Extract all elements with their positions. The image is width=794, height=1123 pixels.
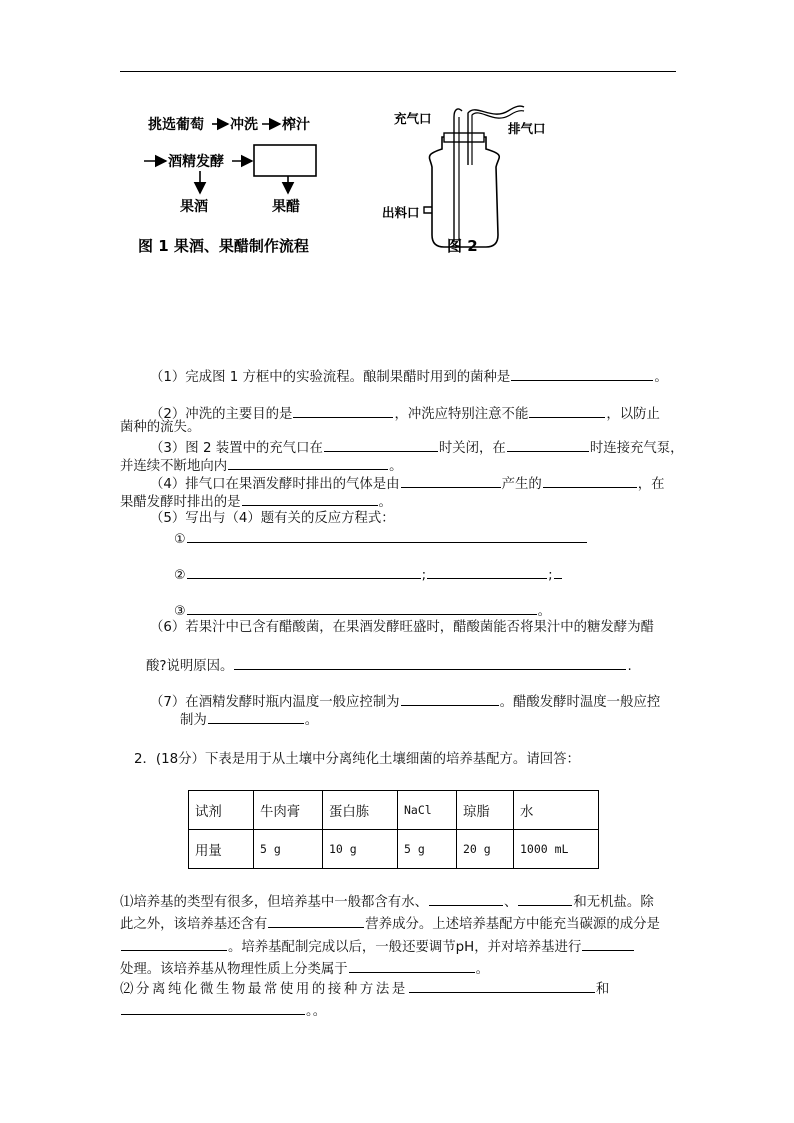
figure-area (120, 95, 680, 275)
flow-step-alcohol-fermentation: 酒精发酵 (168, 154, 224, 170)
q1-line-9: （6）若果汁中已含有醋酸菌，在果酒发酵旺盛时，醋酸菌能否将果汁中的糖发酵为醋 (150, 620, 654, 635)
answer-blank[interactable] (242, 491, 378, 506)
answer-blank[interactable] (187, 564, 421, 579)
q2-line-1: ⑴培养基的类型有很多，但培养基中一般都含有水、 、 和无机盐。除 (120, 891, 654, 912)
table-cell: 用量 (189, 830, 254, 869)
answer-blank[interactable] (429, 891, 503, 906)
table-cell: NaCl (398, 791, 457, 830)
flow-output-fruit-wine: 果酒 (180, 199, 208, 215)
outlet-spout (424, 207, 432, 213)
q2-intro: 2．(18分）下表是用于从土壤中分离纯化土壤细菌的培养基配方。请回答： (134, 752, 580, 767)
label-exhaust-port: 排气口 (508, 121, 546, 136)
answer-blank[interactable] (409, 978, 595, 993)
table-row (189, 830, 599, 869)
media-recipe-table (188, 790, 599, 869)
bottle-outline (429, 137, 499, 247)
q2-line-2: 此之外，该培养基还含有 营养成分。上述培养基配方中能充当碳源的成分是 (120, 913, 660, 934)
flow-output-fruit-vinegar: 果醋 (272, 199, 300, 215)
answer-blank[interactable] (401, 473, 501, 488)
table-cell: 试剂 (189, 791, 254, 830)
equation-1-line: ① (174, 528, 588, 549)
answer-blank[interactable] (511, 366, 653, 381)
q1-line-12: 制为 。 (180, 709, 318, 730)
q2-line-4: 处理。该培养基从物理性质上分类属于 。 (120, 958, 489, 979)
q1-line-7: 果醋发酵时排出的是 。 (120, 491, 392, 512)
answer-blank[interactable] (543, 473, 637, 488)
flow-step-rinse: 冲洗 (230, 117, 258, 133)
header-rule (120, 71, 676, 72)
answer-blank[interactable] (293, 403, 393, 418)
q1-line-1: （1）完成图 1 方框中的实验流程。酿制果醋时用到的菌种是 。 (150, 366, 668, 387)
table-row (189, 791, 599, 830)
inlet-tube (454, 109, 462, 241)
table-cell: 牛肉膏 (254, 791, 323, 830)
flow-step-select-grapes: 挑选葡萄 (148, 117, 204, 133)
q2-line-5: ⑵分离纯化微生物最常使用的接种方法是 和 (120, 978, 612, 999)
bottle-stopper (444, 133, 484, 142)
answer-blank[interactable] (208, 709, 304, 724)
fermentation-bottle-figure-2 (382, 106, 546, 255)
q1-line-4: （3）图 2 装置中的充气口在 时关闭，在 时连接充气泵， (150, 437, 684, 458)
q2-line-6: 。。 (120, 1000, 326, 1021)
figure-1-caption: 图 1 果酒、果醋制作流程 (138, 237, 309, 255)
table-cell: 琼脂 (457, 791, 514, 830)
answer-blank[interactable] (518, 891, 572, 906)
table-cell: 20 g (457, 830, 514, 869)
equation-2-line: ② ; ; (174, 564, 563, 585)
answer-blank[interactable] (121, 936, 227, 951)
q1-line-3: 菌种的流失。 (120, 420, 201, 435)
table-cell: 蛋白胨 (323, 791, 398, 830)
label-outlet-port: 出料口 (382, 205, 420, 220)
q1-line-10: 酸?说明原因。 . (146, 655, 632, 676)
table-cell: 5 g (254, 830, 323, 869)
answer-blank[interactable] (401, 691, 499, 706)
q1-line-2: （2）冲洗的主要目的是 ，冲洗应特别注意不能 ，以防止 (150, 403, 660, 424)
answer-blank[interactable] (582, 936, 634, 951)
flow-empty-box (254, 145, 316, 176)
equation-3-line: ③ 。 (174, 600, 551, 621)
q2-line-3: 。培养基配制完成以后，一般还要调节pH，并对培养基进行 (120, 936, 635, 957)
table-cell: 10 g (323, 830, 398, 869)
flowchart-figure-1 (138, 116, 316, 255)
figure-2-caption: 图 2 (447, 237, 478, 255)
q1-line-11: （7）在酒精发酵时瓶内温度一般应控制为 。醋酸发酵时温度一般应控 (150, 691, 660, 712)
answer-blank[interactable] (349, 958, 475, 973)
flow-step-juice: 榨汁 (282, 117, 310, 133)
answer-blank[interactable] (507, 437, 589, 452)
label-air-inlet: 充气口 (394, 111, 432, 126)
answer-blank[interactable] (324, 437, 438, 452)
q1-line-6: （4）排气口在果酒发酵时排出的气体是由 产生的 ，在 (150, 473, 665, 494)
table-cell: 5 g (398, 830, 457, 869)
figure-drawings (120, 95, 680, 275)
answer-blank[interactable] (228, 455, 388, 470)
answer-blank[interactable] (234, 655, 626, 670)
table-cell: 水 (514, 791, 599, 830)
q1-line-5: 并连续不断地向内 。 (120, 455, 403, 476)
answer-blank[interactable] (121, 1000, 305, 1015)
answer-blank[interactable] (187, 528, 587, 543)
answer-blank[interactable] (268, 913, 364, 928)
answer-blank[interactable] (529, 403, 605, 418)
answer-blank[interactable] (427, 564, 547, 579)
answer-blank[interactable] (187, 600, 537, 615)
q1-line-8: （5）写出与（4）题有关的反应方程式： (150, 511, 395, 526)
table-cell: 1000 mL (514, 830, 599, 869)
